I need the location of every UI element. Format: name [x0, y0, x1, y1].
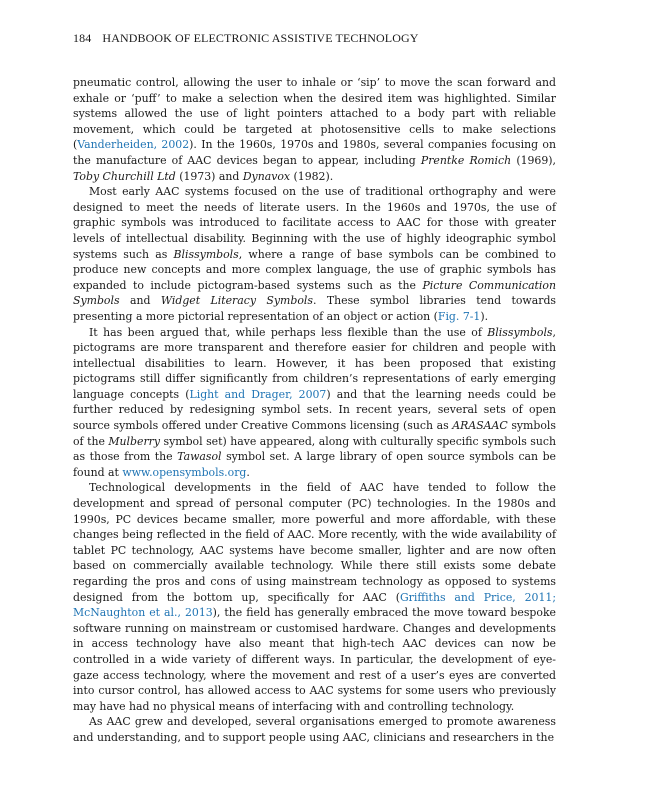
- citation-link[interactable]: Griffiths and Price, 2011; McNaughton et al., 2013: [73, 590, 556, 620]
- citation-link[interactable]: Fig. 7-1: [437, 309, 481, 323]
- text-run: ) and that the learning needs could be further reduced by redesigning symbol sets. In recent years, several sets of open source symbols offered under Creative Commons licensing (such as: [73, 387, 556, 433]
- text-run: ).: [480, 309, 489, 323]
- italic-term: Dynavox: [242, 169, 291, 183]
- citation-link[interactable]: Vanderheiden, 2002: [77, 138, 190, 152]
- italic-term: Blissymbols: [173, 247, 239, 261]
- italic-term: Widget Literacy Symbols: [160, 294, 313, 308]
- paragraph-5: [73, 714, 556, 745]
- italic-term: Mulberry: [108, 434, 161, 448]
- paragraph-3: [73, 325, 556, 481]
- text-run: ), the field has generally embraced the move toward bespoke software running on mainstream or customised hardware. Changes and developments in access technology have also meant that high-tech AAC devices can now be controlled in a wide variety of different ways. In particular, the development of eye-gaze access technology, where the movement and rest of a user’s eyes are converted into cursor control, has allowed access to AAC systems for some users who previously may have had no physical means of interfacing with and controlling technology.: [73, 606, 556, 713]
- citation-link[interactable]: Light and Drager, 2007: [189, 387, 327, 401]
- text-run: . These symbol libraries tend towards presenting a more pictorial representation of an object or action (: [73, 294, 557, 323]
- text-run: symbol set) have appeared, along with culturally specific symbols such as those from the: [73, 434, 556, 464]
- text-run: pneumatic control, allowing the user to inhale or ‘sip’ to move the scan forward and exhale or ‘puff’ to make a selection when the desired item was highlighted. Similar systems allowed the use of light pointers attached to a body part with reliable movement, which could be targeted at photosensitive cells to make selections (: [73, 76, 556, 152]
- running-head: [73, 31, 419, 46]
- italic-term: ARASAAC: [452, 419, 508, 433]
- text-run: symbol set. A large library of open source symbols can be found at: [73, 450, 557, 479]
- text-run: and: [119, 294, 161, 308]
- text-run: It has been argued that, while perhaps less flexible than the use of: [89, 325, 488, 339]
- citation-link[interactable]: www.opensymbols.org: [122, 465, 247, 479]
- text-run: ). In the 1960s, 1970s and 1980s, several companies focusing on the manufacture of AAC devices began to appear, including: [73, 138, 556, 167]
- paragraph-2: [73, 184, 556, 324]
- text-run: (1969),: [511, 153, 556, 167]
- text-run: (1982).: [290, 169, 334, 183]
- text-run: .: [246, 465, 250, 479]
- body-text: [73, 75, 556, 746]
- text-run: , pictograms are more transparent and therefore easier for children and people with intellectual disabilities to learn. However, it has been proposed that existing pictograms still differ significantly from children’s representations of early emerging language concepts (: [73, 325, 556, 401]
- text-run: (1973) and: [175, 169, 243, 183]
- text-run: , where a range of base symbols can be combined to produce new concepts and more complex language, the use of graphic symbols has expanded to include pictogram-based systems such as the: [73, 247, 556, 292]
- running-title: HANDBOOK OF ELECTRONIC ASSISTIVE TECHNOLOGY: [102, 31, 419, 45]
- italic-term: Toby Churchill Ltd: [73, 169, 176, 183]
- italic-term: Picture Communication Symbols: [73, 278, 556, 308]
- text-run: As AAC grew and developed, several organisations emerged to promote awareness and understanding, and to support people using AAC, clinicians and researchers in the: [73, 715, 556, 744]
- page-number: 184: [73, 31, 92, 45]
- paragraph-1: [73, 75, 556, 184]
- italic-term: Tawasol: [177, 450, 222, 464]
- italic-term: Prentke Romich: [420, 153, 512, 167]
- text-run: symbols of the: [73, 419, 556, 448]
- italic-term: Blissymbols: [487, 325, 553, 339]
- text-run: Technological developments in the field of AAC have tended to follow the development and spread of personal computer (PC) technologies. In the 1980s and 1990s, PC devices became smaller, more powerful and more affordable, with these changes being reflected in the field of AAC. More recently, with the wide availability of tablet PC technology, AAC systems have become smaller, lighter and are now often based on commercially available technology. While there still exists some debate regarding the pros and cons of using mainstream technology as opposed to systems designed from the bottom up, specifically for AAC (: [73, 481, 556, 604]
- paragraph-4: [73, 480, 556, 714]
- text-run: Most early AAC systems focused on the use of traditional orthography and were designed to meet the needs of literate users. In the 1960s and 1970s, the use of graphic symbols was introduced to facilitate access to AAC for those with greater levels of intellectual disability. Beginning with the use of highly ideographic symbol systems such as: [73, 185, 556, 261]
